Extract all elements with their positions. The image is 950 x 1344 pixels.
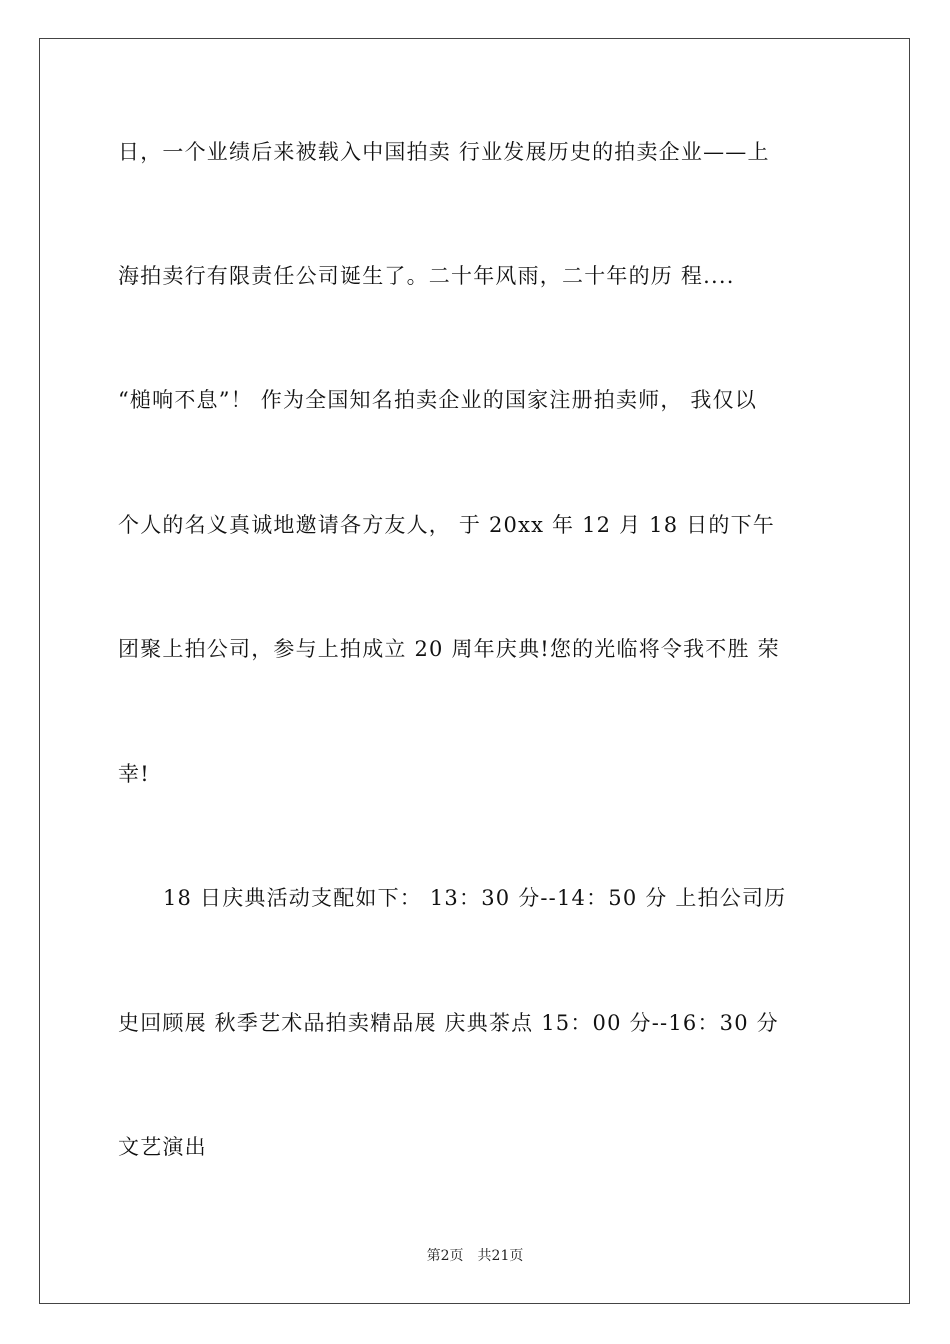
body-text-line: 幸! bbox=[118, 762, 150, 786]
body-text-line: 个人的名义真诚地邀请各方友人， 于 20xx 年 12 月 18 日的下午 bbox=[118, 513, 775, 537]
page-border bbox=[39, 38, 910, 1304]
body-text-line: “槌响不息”！ 作为全国知名拍卖企业的国家注册拍卖师， 我仅以 bbox=[118, 388, 758, 412]
schedule-paragraph-line: 18 日庆典活动支配如下： 13：30 分--14：50 分 上拍公司历 bbox=[163, 886, 787, 910]
schedule-paragraph-line: 文艺演出 bbox=[118, 1135, 207, 1159]
schedule-paragraph-line: 史回顾展 秋季艺术品拍卖精品展 庆典茶点 15：00 分--16：30 分 bbox=[118, 1011, 779, 1035]
body-text-line: 海拍卖行有限责任公司诞生了。二十年风雨，二十年的历 程.... bbox=[118, 264, 735, 288]
page-number-footer: 第2页 共21页 bbox=[426, 1248, 524, 1264]
body-text-line: 日，一个业绩后来被载入中国拍卖 行业发展历史的拍卖企业——上 bbox=[118, 140, 770, 164]
body-text-line: 团聚上拍公司，参与上拍成立 20 周年庆典!您的光临将令我不胜 荣 bbox=[118, 637, 780, 661]
